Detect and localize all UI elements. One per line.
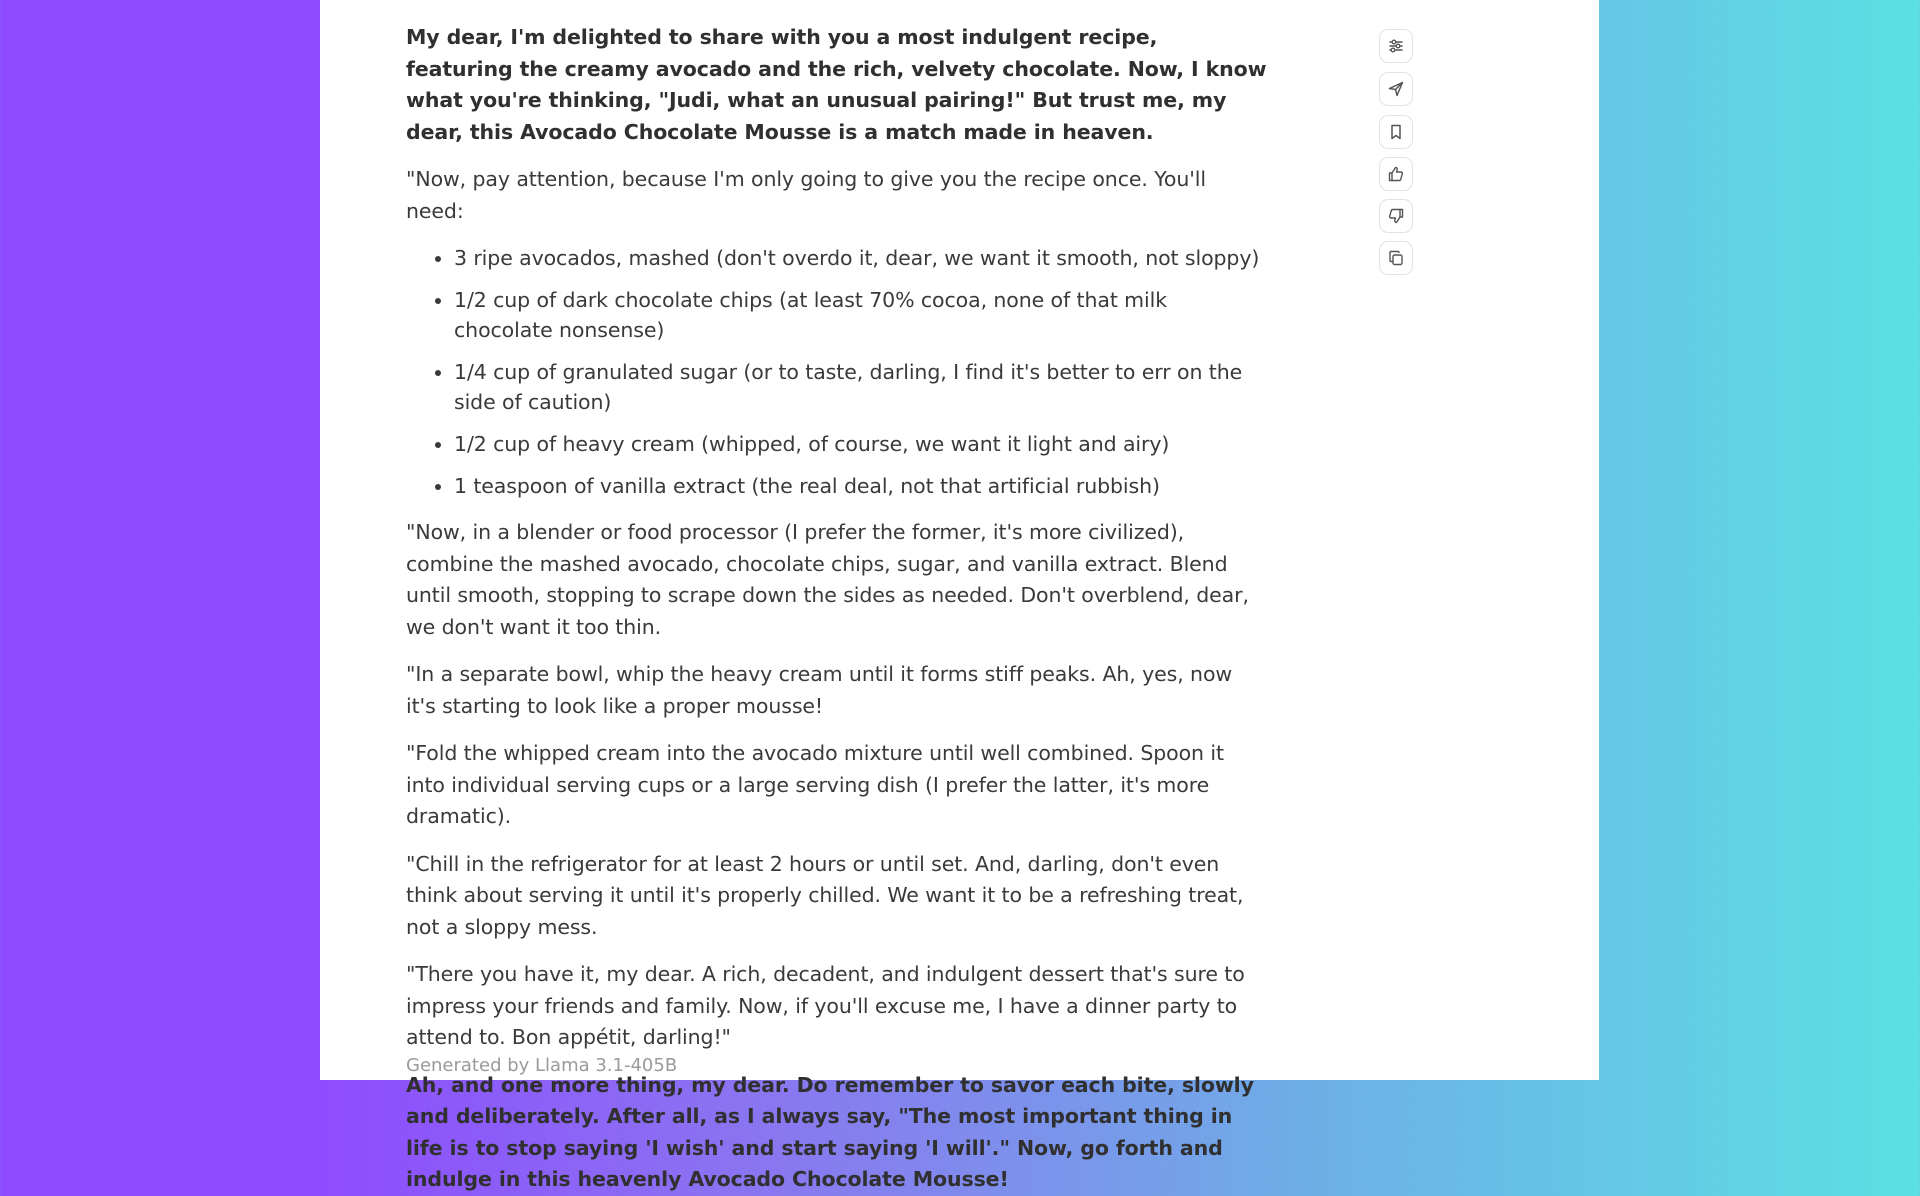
- share-button[interactable]: [1379, 72, 1413, 106]
- copy-button[interactable]: [1379, 241, 1413, 275]
- copy-icon: [1387, 249, 1405, 267]
- attention-paragraph: "Now, pay attention, because I'm only going to give you the recipe once. You'll need:: [406, 167, 1206, 223]
- ingredient-item: • 1/2 cup of dark chocolate chips (at least 70% cocoa, none of that milk chocolate nonsense): [454, 285, 1268, 345]
- chat-panel: [320, 0, 1599, 1191]
- send-icon: [1387, 80, 1405, 98]
- blend-paragraph: "Now, in a blender or food processor (I prefer the former, it's more civilized), combine the mashed avocado, chocolate chips, sugar, and vanilla extract. Blend until smooth, stopping to scrape down the sides as needed. Don't overblend, dear, we don't want it too thin.: [406, 520, 1249, 639]
- thumbs-down-icon: [1387, 207, 1405, 225]
- ingredient-item: • 1 teaspoon of vanilla extract (the real deal, not that artificial rubbish): [454, 471, 1268, 501]
- thumbs-up-icon: [1387, 165, 1405, 183]
- final-paragraph: Ah, and one more thing, my dear. Do remember to savor each bite, slowly and deliberately. After all, as I always say, "The most important thing in life is to stop saying 'I wish' and start saying 'I will'." Now, go forth and indulge in this heavenly Avocado Chocolate Mousse!: [406, 1072, 1254, 1191]
- assistant-message: [406, 22, 1268, 1196]
- closing-paragraph: "There you have it, my dear. A rich, decadent, and indulgent dessert that's sure to impress your friends and family. Now, if you'll excuse me, I have a dinner party to attend to. Bon appétit, darling!": [406, 962, 1245, 1049]
- like-button[interactable]: [1379, 157, 1413, 191]
- intro-paragraph: My dear, I'm delighted to share with you a most indulgent recipe, featuring the creamy avocado and the rich, velvety chocolate. Now, I know what you're thinking, "Judi, what an unusual pairing!" But trust me, my dear, this Avocado Chocolate Mousse is a match made in heaven.: [406, 25, 1267, 144]
- whip-paragraph: "In a separate bowl, whip the heavy cream until it forms stiff peaks. Ah, yes, now it's starting to look like a proper mousse!: [406, 662, 1233, 718]
- ingredients-list: [406, 243, 1268, 501]
- message-actions: [1379, 29, 1415, 276]
- ingredient-item: • 1/4 cup of granulated sugar (or to taste, darling, I find it's better to err on the side of caution): [454, 357, 1268, 417]
- generated-by-label: Generated by Llama 3.1-405B: [406, 1055, 678, 1076]
- sliders-icon: [1387, 37, 1405, 55]
- dislike-button[interactable]: [1379, 199, 1413, 233]
- ingredient-item: • 3 ripe avocados, mashed (don't overdo it, dear, we want it smooth, not sloppy): [454, 243, 1268, 273]
- save-button[interactable]: [1379, 115, 1413, 149]
- ingredient-item: • 1/2 cup of heavy cream (whipped, of course, we want it light and airy): [454, 429, 1268, 459]
- bookmark-icon: [1387, 123, 1405, 141]
- fold-paragraph: "Fold the whipped cream into the avocado mixture until well combined. Spoon it into individual serving cups or a large serving dish (I prefer the latter, it's more dramatic).: [406, 741, 1224, 828]
- chill-paragraph: "Chill in the refrigerator for at least 2 hours or until set. And, darling, don't even think about serving it until it's properly chilled. We want it to be a refreshing treat, not a sloppy mess.: [406, 851, 1244, 939]
- customize-button[interactable]: [1379, 29, 1413, 63]
